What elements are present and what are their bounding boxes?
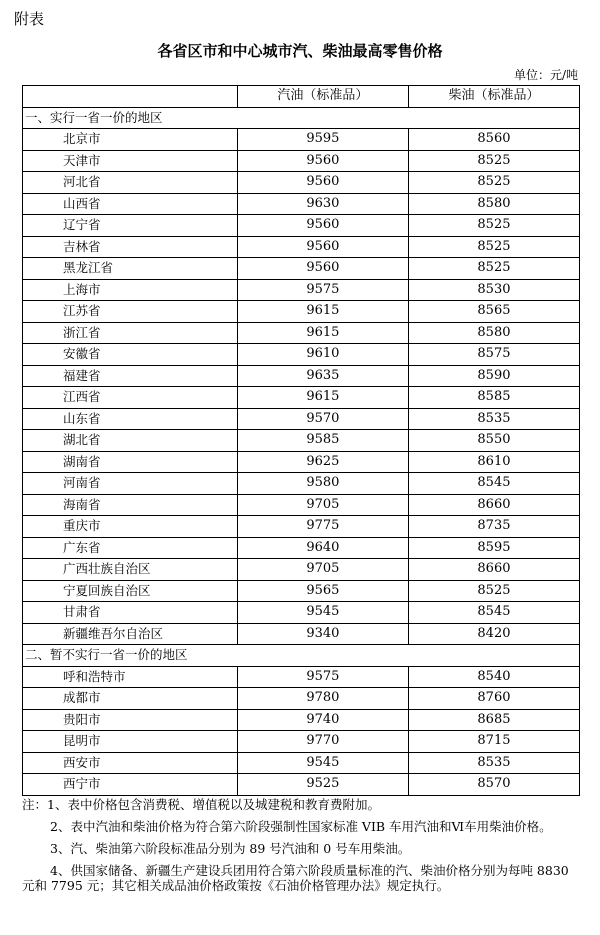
notes	[22, 797, 582, 893]
table-row	[23, 150, 580, 172]
gasoline-price-cell: 9705	[237, 559, 408, 581]
gasoline-price-cell: 9595	[237, 129, 408, 151]
table-row	[23, 322, 580, 344]
region-cell: 呼和浩特市	[23, 666, 238, 688]
diesel-price-cell: 8540	[408, 666, 579, 688]
gasoline-price-cell: 9560	[237, 236, 408, 258]
region-cell: 贵阳市	[23, 709, 238, 731]
gasoline-price-cell: 9340	[237, 623, 408, 645]
table-row	[23, 387, 580, 409]
diesel-price-cell: 8580	[408, 322, 579, 344]
table-row	[23, 516, 580, 538]
gasoline-price-cell: 9625	[237, 451, 408, 473]
table-row	[23, 365, 580, 387]
table-row	[23, 752, 580, 774]
gasoline-price-cell: 9775	[237, 516, 408, 538]
table-row	[23, 193, 580, 215]
gasoline-price-cell: 9565	[237, 580, 408, 602]
region-cell: 山东省	[23, 408, 238, 430]
gasoline-price-cell: 9635	[237, 365, 408, 387]
region-cell: 河北省	[23, 172, 238, 194]
table-row	[23, 236, 580, 258]
gasoline-price-cell: 9580	[237, 473, 408, 495]
region-cell: 安徽省	[23, 344, 238, 366]
region-cell: 新疆维吾尔自治区	[23, 623, 238, 645]
gasoline-price-cell: 9560	[237, 150, 408, 172]
table-row	[23, 258, 580, 280]
price-table	[22, 85, 580, 796]
region-cell: 江苏省	[23, 301, 238, 323]
diesel-price-cell: 8660	[408, 494, 579, 516]
diesel-price-cell: 8560	[408, 129, 579, 151]
table-row	[23, 774, 580, 796]
document-title: 各省区市和中心城市汽、柴油最高零售价格	[157, 42, 443, 60]
diesel-price-cell: 8535	[408, 408, 579, 430]
diesel-price-cell: 8530	[408, 279, 579, 301]
header-region	[23, 86, 238, 108]
gasoline-price-cell: 9525	[237, 774, 408, 796]
gasoline-price-cell: 9560	[237, 172, 408, 194]
diesel-price-cell: 8545	[408, 473, 579, 495]
table-row	[23, 580, 580, 602]
diesel-price-cell: 8685	[408, 709, 579, 731]
diesel-price-cell: 8525	[408, 258, 579, 280]
diesel-price-cell: 8585	[408, 387, 579, 409]
gasoline-price-cell: 9705	[237, 494, 408, 516]
gasoline-price-cell: 9545	[237, 752, 408, 774]
diesel-price-cell: 8525	[408, 236, 579, 258]
region-cell: 福建省	[23, 365, 238, 387]
diesel-price-cell: 8525	[408, 215, 579, 237]
diesel-price-cell: 8580	[408, 193, 579, 215]
gasoline-price-cell: 9570	[237, 408, 408, 430]
gasoline-price-cell: 9575	[237, 279, 408, 301]
region-cell: 甘肃省	[23, 602, 238, 624]
region-cell: 江西省	[23, 387, 238, 409]
region-cell: 北京市	[23, 129, 238, 151]
diesel-price-cell: 8550	[408, 430, 579, 452]
gasoline-price-cell: 9740	[237, 709, 408, 731]
table-row	[23, 731, 580, 753]
table-row	[23, 559, 580, 581]
price-table-body	[23, 86, 580, 796]
gasoline-price-cell: 9630	[237, 193, 408, 215]
gasoline-price-cell: 9640	[237, 537, 408, 559]
region-cell: 辽宁省	[23, 215, 238, 237]
region-cell: 西安市	[23, 752, 238, 774]
region-cell: 黑龙江省	[23, 258, 238, 280]
header-gasoline: 汽油（标准品）	[237, 86, 408, 108]
section-row	[23, 645, 580, 667]
header-diesel: 柴油（标准品）	[408, 86, 579, 108]
section-label: 一、实行一省一价的地区	[23, 107, 580, 129]
region-cell: 海南省	[23, 494, 238, 516]
gasoline-price-cell: 9560	[237, 258, 408, 280]
gasoline-price-cell: 9770	[237, 731, 408, 753]
diesel-price-cell: 8760	[408, 688, 579, 710]
region-cell: 成都市	[23, 688, 238, 710]
gasoline-price-cell: 9615	[237, 322, 408, 344]
diesel-price-cell: 8660	[408, 559, 579, 581]
diesel-price-cell: 8535	[408, 752, 579, 774]
table-row	[23, 408, 580, 430]
table-row	[23, 344, 580, 366]
table-row	[23, 279, 580, 301]
table-row	[23, 494, 580, 516]
note-4: 4、供国家储备、新疆生产建设兵团用符合第六阶段质量标准的汽、柴油价格分别为每吨 8830 元和 7795 元；其它相关成品油价格政策按《石油价格管理办法》规定执行。	[22, 863, 569, 893]
table-row	[23, 473, 580, 495]
diesel-price-cell: 8610	[408, 451, 579, 473]
table-row	[23, 602, 580, 624]
appendix-label: 附表	[14, 10, 45, 28]
region-cell: 广东省	[23, 537, 238, 559]
region-cell: 河南省	[23, 473, 238, 495]
gasoline-price-cell: 9575	[237, 666, 408, 688]
diesel-price-cell: 8595	[408, 537, 579, 559]
gasoline-price-cell: 9585	[237, 430, 408, 452]
region-cell: 湖北省	[23, 430, 238, 452]
region-cell: 湖南省	[23, 451, 238, 473]
gasoline-price-cell: 9560	[237, 215, 408, 237]
table-header-row	[23, 86, 580, 108]
table-row	[23, 537, 580, 559]
gasoline-price-cell: 9610	[237, 344, 408, 366]
table-row	[23, 451, 580, 473]
gasoline-price-cell: 9545	[237, 602, 408, 624]
gasoline-price-cell: 9615	[237, 301, 408, 323]
region-cell: 上海市	[23, 279, 238, 301]
diesel-price-cell: 8590	[408, 365, 579, 387]
table-row	[23, 709, 580, 731]
note-1: 注：1、表中价格包含消费税、增值税以及城建税和教育费附加。	[22, 797, 380, 812]
gasoline-price-cell: 9615	[237, 387, 408, 409]
note-2: 2、表中汽油和柴油价格为符合第六阶段强制性国家标准 VIB 车用汽油和Ⅵ车用柴油价格。	[50, 819, 552, 834]
diesel-price-cell: 8715	[408, 731, 579, 753]
note-3: 3、汽、柴油第六阶段标准品分别为 89 号汽油和 0 号车用柴油。	[50, 841, 411, 856]
region-cell: 重庆市	[23, 516, 238, 538]
region-cell: 广西壮族自治区	[23, 559, 238, 581]
region-cell: 昆明市	[23, 731, 238, 753]
unit-label: 单位：元/吨	[513, 68, 578, 82]
section-label: 二、暂不实行一省一价的地区	[23, 645, 580, 667]
table-row	[23, 688, 580, 710]
diesel-price-cell: 8570	[408, 774, 579, 796]
region-cell: 宁夏回族自治区	[23, 580, 238, 602]
diesel-price-cell: 8545	[408, 602, 579, 624]
table-row	[23, 623, 580, 645]
table-row	[23, 666, 580, 688]
diesel-price-cell: 8525	[408, 580, 579, 602]
diesel-price-cell: 8420	[408, 623, 579, 645]
region-cell: 西宁市	[23, 774, 238, 796]
table-row	[23, 301, 580, 323]
diesel-price-cell: 8735	[408, 516, 579, 538]
table-row	[23, 172, 580, 194]
diesel-price-cell: 8575	[408, 344, 579, 366]
region-cell: 山西省	[23, 193, 238, 215]
region-cell: 浙江省	[23, 322, 238, 344]
gasoline-price-cell: 9780	[237, 688, 408, 710]
section-row	[23, 107, 580, 129]
table-row	[23, 129, 580, 151]
table-row	[23, 215, 580, 237]
region-cell: 吉林省	[23, 236, 238, 258]
region-cell: 天津市	[23, 150, 238, 172]
table-row	[23, 430, 580, 452]
diesel-price-cell: 8525	[408, 172, 579, 194]
diesel-price-cell: 8565	[408, 301, 579, 323]
diesel-price-cell: 8525	[408, 150, 579, 172]
